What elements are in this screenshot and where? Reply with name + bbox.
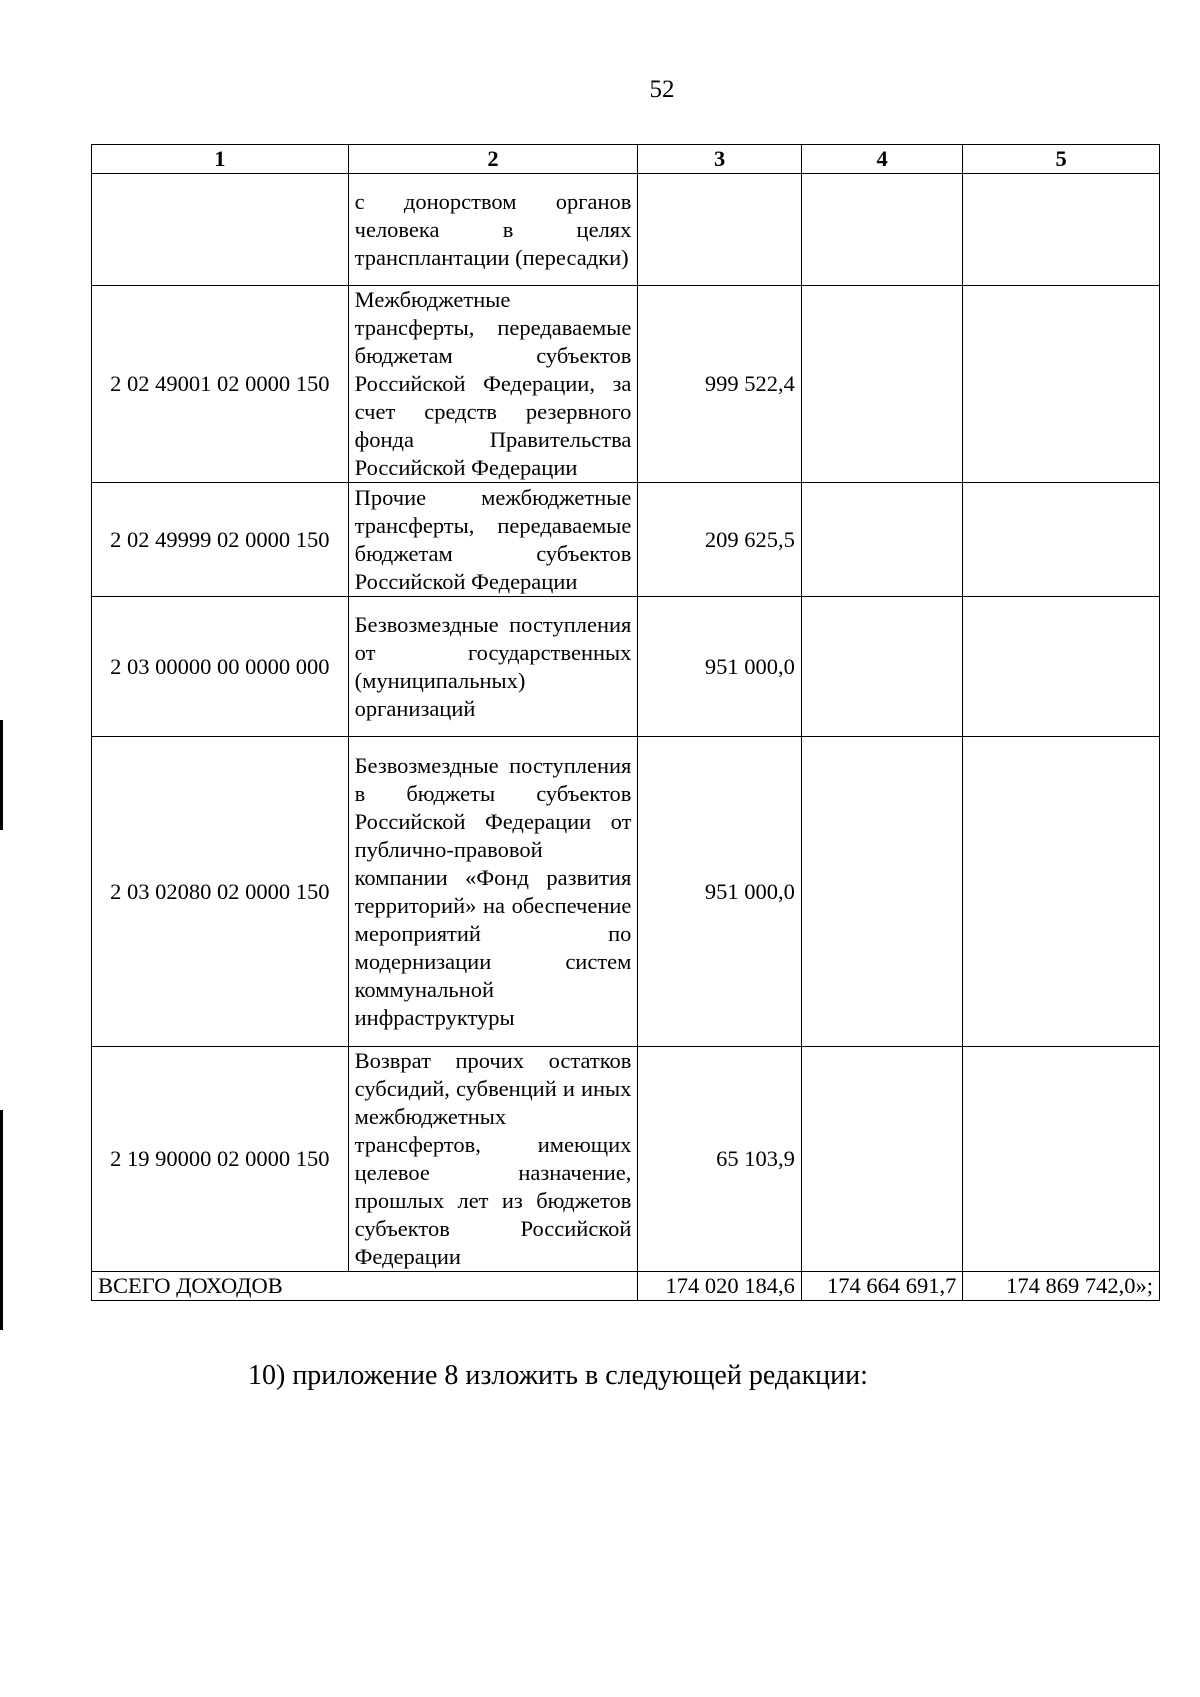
table-row (92, 483, 1160, 597)
row-code: 2 02 49001 02 0000 150 (92, 286, 349, 483)
total-value-col3: 174 020 184,6 (638, 1272, 802, 1301)
total-row (92, 1272, 1160, 1301)
row-code (92, 174, 349, 286)
row-value-col4 (801, 737, 962, 1047)
row-description: Возврат прочих остатков субсидий, субвенций и иных межбюджетных трансфертов, имеющих целевое назначение, прошлых лет из бюджетов субъектов Российской Федерации (348, 1047, 638, 1272)
row-value-col4 (801, 1047, 962, 1272)
row-value-col5 (963, 1047, 1160, 1272)
row-value-col5 (963, 597, 1160, 737)
row-description: Межбюджетные трансферты, передаваемые бюджетам субъектов Российской Федерации, за счет средств резервного фонда Правительства Российской Федерации (348, 286, 638, 483)
table-row (92, 597, 1160, 737)
row-description: Прочие межбюджетные трансферты, передаваемые бюджетам субъектов Российской Федерации (348, 483, 638, 597)
column-header: 1 (92, 145, 349, 174)
row-value-col3: 951 000,0 (638, 737, 802, 1047)
total-label: ВСЕГО ДОХОДОВ (92, 1272, 638, 1301)
row-value-col5 (963, 286, 1160, 483)
total-value-col4: 174 664 691,7 (801, 1272, 962, 1301)
row-value-col5 (963, 174, 1160, 286)
table-row (92, 286, 1160, 483)
column-header: 5 (963, 145, 1160, 174)
row-code: 2 02 49999 02 0000 150 (92, 483, 349, 597)
page-number: 52 (649, 76, 675, 103)
row-description: Безвозмездные поступления от государственных (муниципальных) организаций (348, 597, 638, 737)
column-header: 3 (638, 145, 802, 174)
instruction-text: 10) приложение 8 изложить в следующей редакции: (248, 1360, 868, 1391)
row-value-col3: 951 000,0 (638, 597, 802, 737)
row-value-col5 (963, 737, 1160, 1047)
row-value-col3: 999 522,4 (638, 286, 802, 483)
table-row (92, 174, 1160, 286)
row-code: 2 03 02080 02 0000 150 (92, 737, 349, 1047)
row-value-col4 (801, 483, 962, 597)
row-value-col3: 209 625,5 (638, 483, 802, 597)
row-value-col4 (801, 174, 962, 286)
row-value-col4 (801, 597, 962, 737)
table-row (92, 737, 1160, 1047)
row-value-col5 (963, 483, 1160, 597)
column-header: 4 (801, 145, 962, 174)
row-description: Безвозмездные поступления в бюджеты субъектов Российской Федерации от публично-правовой компании «Фонд развития территорий» на обеспечение мероприятий по модернизации систем коммунальной инфраструктуры (348, 737, 638, 1047)
row-code: 2 19 90000 02 0000 150 (92, 1047, 349, 1272)
table-header-row (92, 145, 1160, 174)
column-header: 2 (348, 145, 638, 174)
total-value-col5: 174 869 742,0»; (963, 1272, 1160, 1301)
scan-edge-mark (0, 1110, 3, 1330)
row-value-col3 (638, 174, 802, 286)
row-value-col3: 65 103,9 (638, 1047, 802, 1272)
scan-edge-mark (0, 720, 3, 830)
row-code: 2 03 00000 00 0000 000 (92, 597, 349, 737)
row-value-col4 (801, 286, 962, 483)
table-row (92, 1047, 1160, 1272)
revenue-table (91, 144, 1160, 1301)
row-description: с донорством органов человека в целях трансплантации (пересадки) (348, 174, 638, 286)
